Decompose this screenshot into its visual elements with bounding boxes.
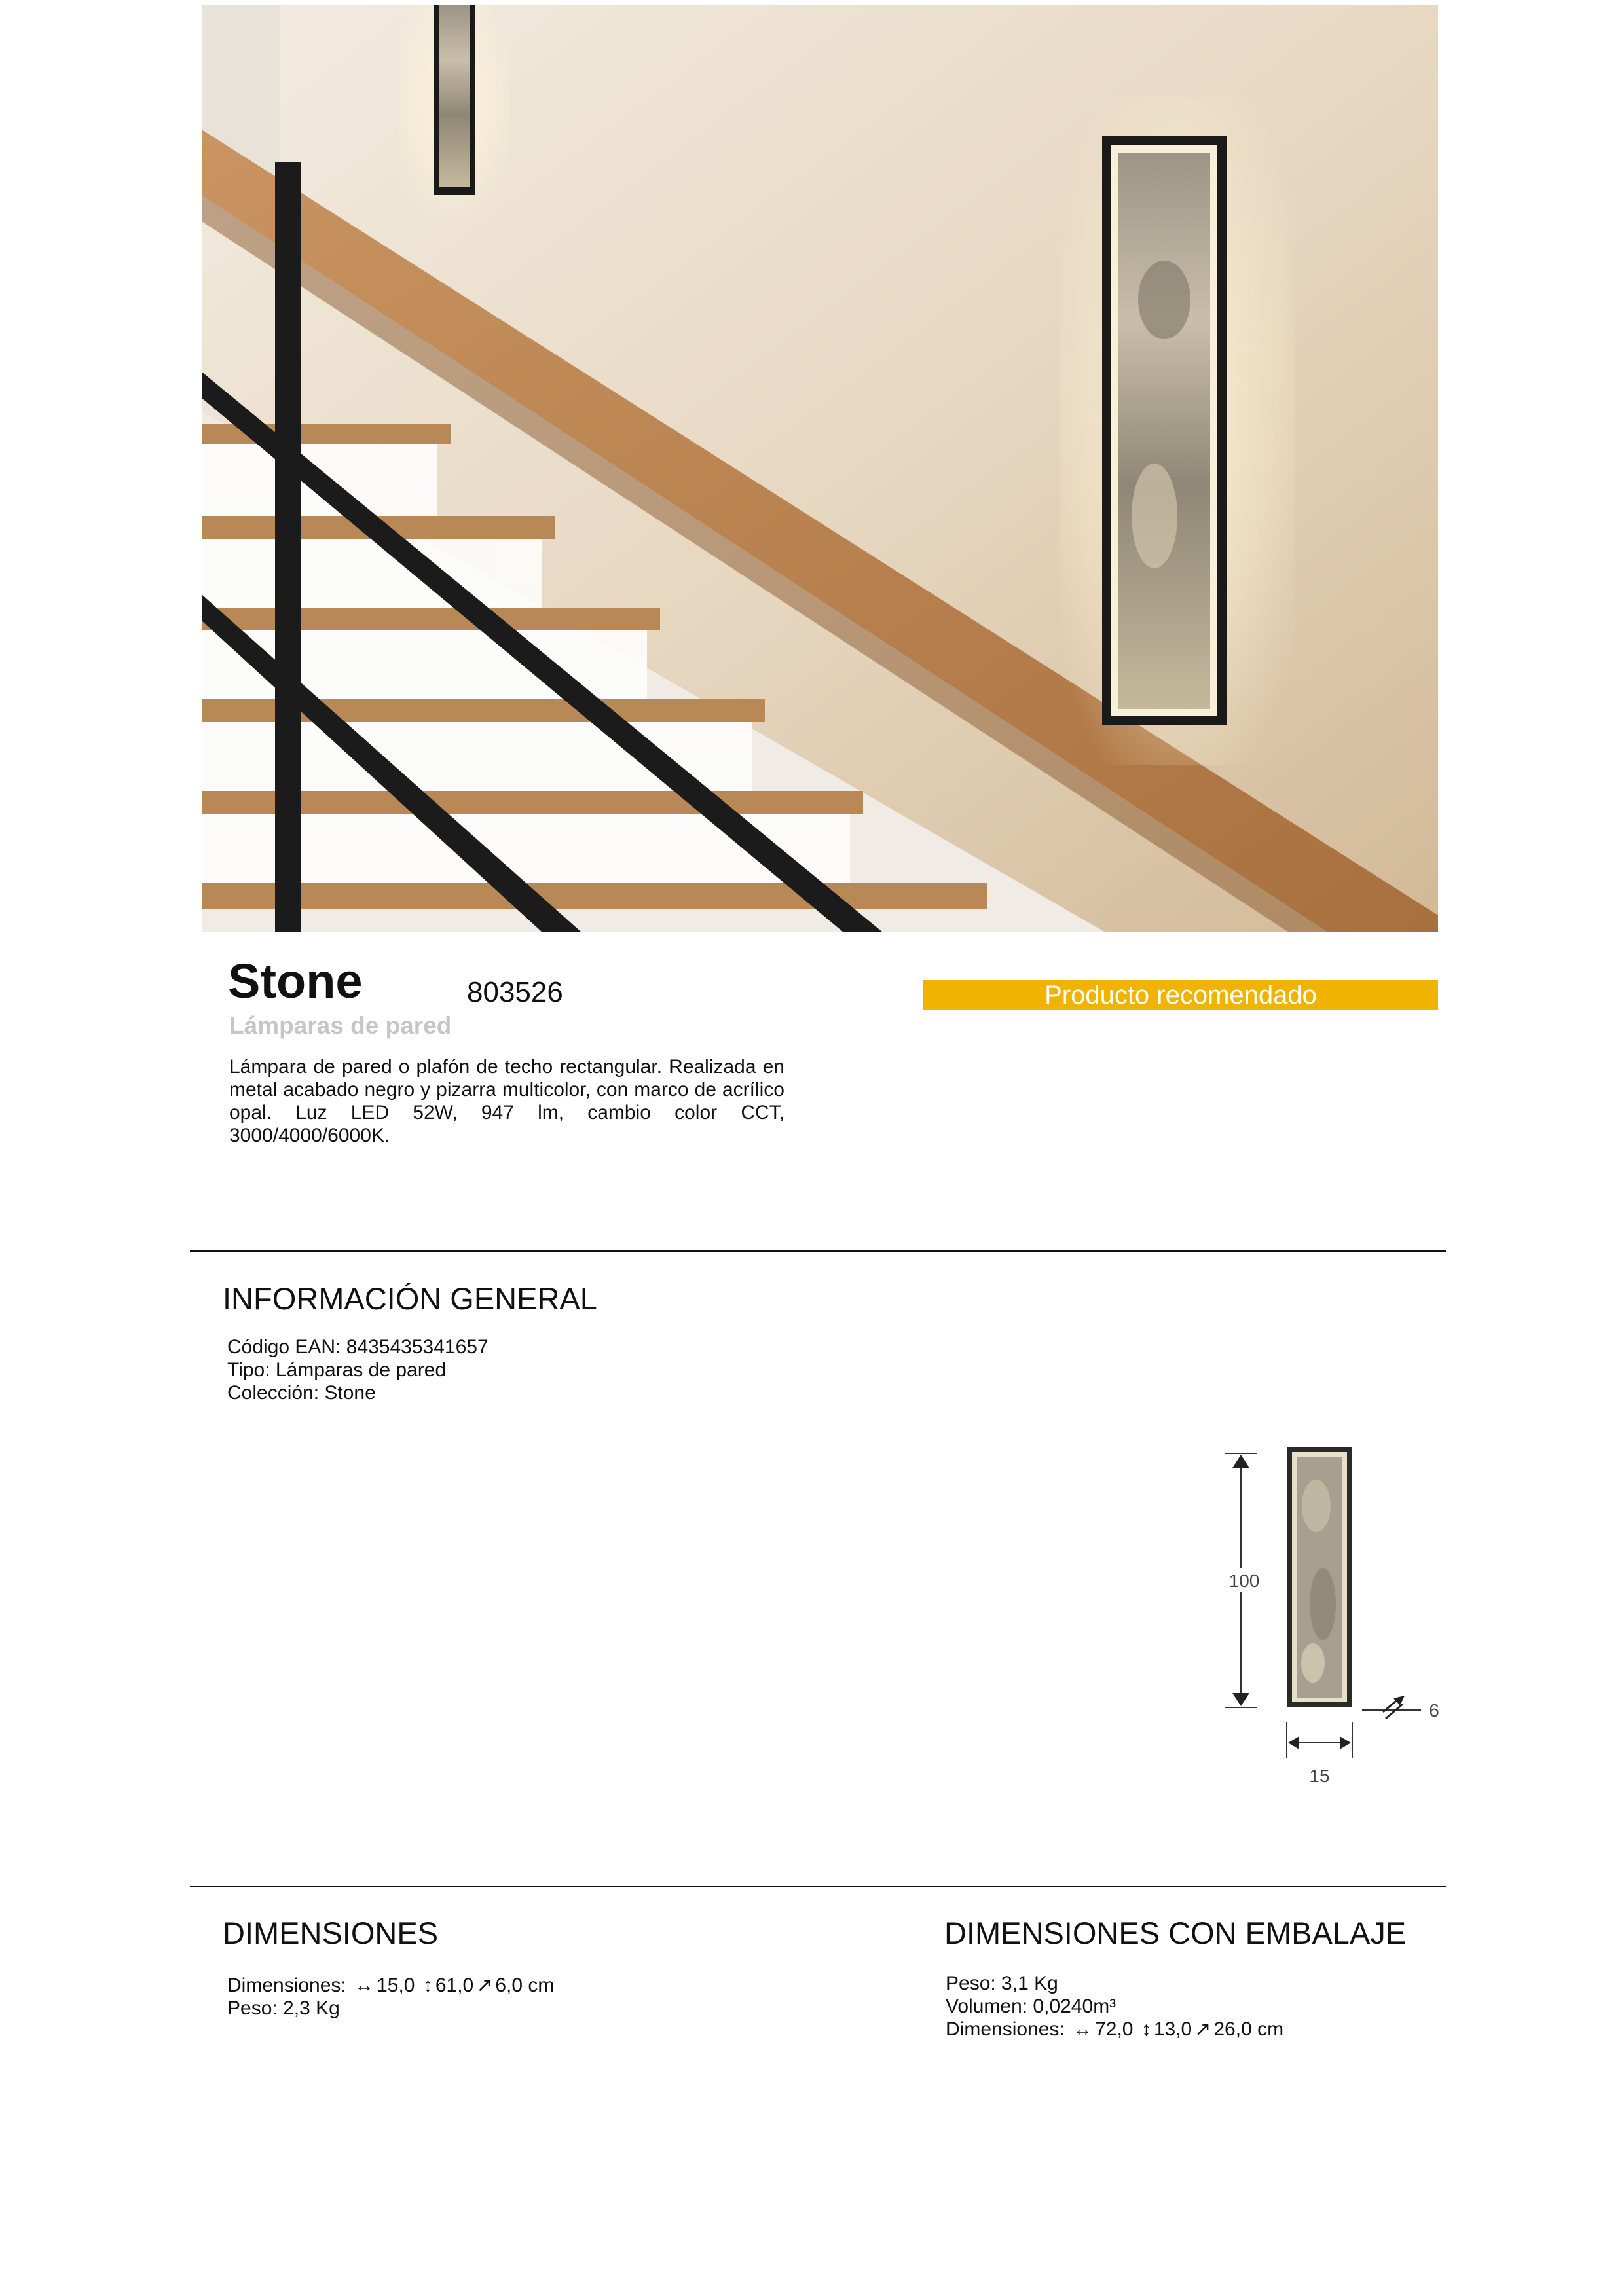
drawing-width-label: 15 bbox=[1309, 1766, 1330, 1786]
ean-code: Código EAN: 8435435341657 bbox=[227, 1336, 489, 1358]
packaging-volume-row bbox=[946, 1995, 1283, 2018]
packaging-height: 13,0 bbox=[1153, 2018, 1192, 2040]
product-category: Lámparas de pared bbox=[229, 1012, 452, 1039]
packaging-dimensions-label: Dimensiones: bbox=[946, 2018, 1065, 2040]
dimension-width: 15,0 bbox=[377, 1975, 415, 1996]
depth-arrow-icon: ↗ bbox=[1194, 2018, 1211, 2040]
packaging-title: DIMENSIONES CON EMBALAJE bbox=[944, 1916, 1407, 1950]
volume-unit: m³ bbox=[1093, 1995, 1116, 2017]
product-name: Stone bbox=[228, 954, 363, 1008]
product-weight: Peso: 2,3 Kg bbox=[227, 1997, 340, 2019]
width-arrow-icon: ↔ bbox=[354, 1975, 375, 1996]
packaging-depth: 26,0 cm bbox=[1213, 2018, 1284, 2040]
product-code: 803526 bbox=[467, 976, 563, 1008]
recommended-badge: Producto recomendado bbox=[923, 980, 1438, 1010]
product-type: Tipo: Lámparas de pared bbox=[227, 1359, 447, 1381]
packaging-weight: Peso: 3,1 Kg bbox=[946, 1973, 1058, 1994]
technical-drawing bbox=[1225, 1447, 1460, 1807]
general-info-list bbox=[227, 1336, 489, 1404]
dimensions-row bbox=[227, 1974, 554, 1997]
packaging-width: 72,0 bbox=[1095, 2018, 1134, 2040]
drawing-depth-label: 6 bbox=[1429, 1700, 1439, 1721]
section-divider bbox=[190, 1886, 1446, 1887]
depth-arrow-icon: ↗ bbox=[476, 1975, 493, 1996]
product-description: Lámpara de pared o plafón de techo rectangular. Realizada en metal acabado negro y pizarra multicolor, con marco de acrílico opal. Luz LED 52W, 947 lm, cambio color CCT, 3000/4000/6000K. bbox=[229, 1056, 784, 1146]
product-collection: Colección: Stone bbox=[227, 1382, 376, 1404]
hero-photo bbox=[202, 5, 1438, 932]
packaging-list bbox=[946, 1972, 1283, 2041]
dimensions-list bbox=[227, 1974, 554, 2020]
height-arrow-icon: ↕ bbox=[1141, 2018, 1151, 2040]
dimension-height: 61,0 bbox=[435, 1975, 474, 1996]
drawing-height-label: 100 bbox=[1228, 1571, 1260, 1591]
width-arrow-icon: ↔ bbox=[1073, 2018, 1093, 2040]
packaging-volume: Volumen: 0,0240 bbox=[946, 1995, 1094, 2017]
packaging-dimensions-row bbox=[946, 2018, 1283, 2041]
dimensions-title: DIMENSIONES bbox=[223, 1916, 439, 1950]
dimensions-label: Dimensiones: bbox=[227, 1975, 346, 1996]
section-divider bbox=[190, 1250, 1446, 1252]
general-info-title: INFORMACIÓN GENERAL bbox=[223, 1281, 597, 1316]
height-arrow-icon: ↕ bbox=[422, 1975, 433, 1996]
dimension-depth: 6,0 cm bbox=[495, 1975, 555, 1996]
